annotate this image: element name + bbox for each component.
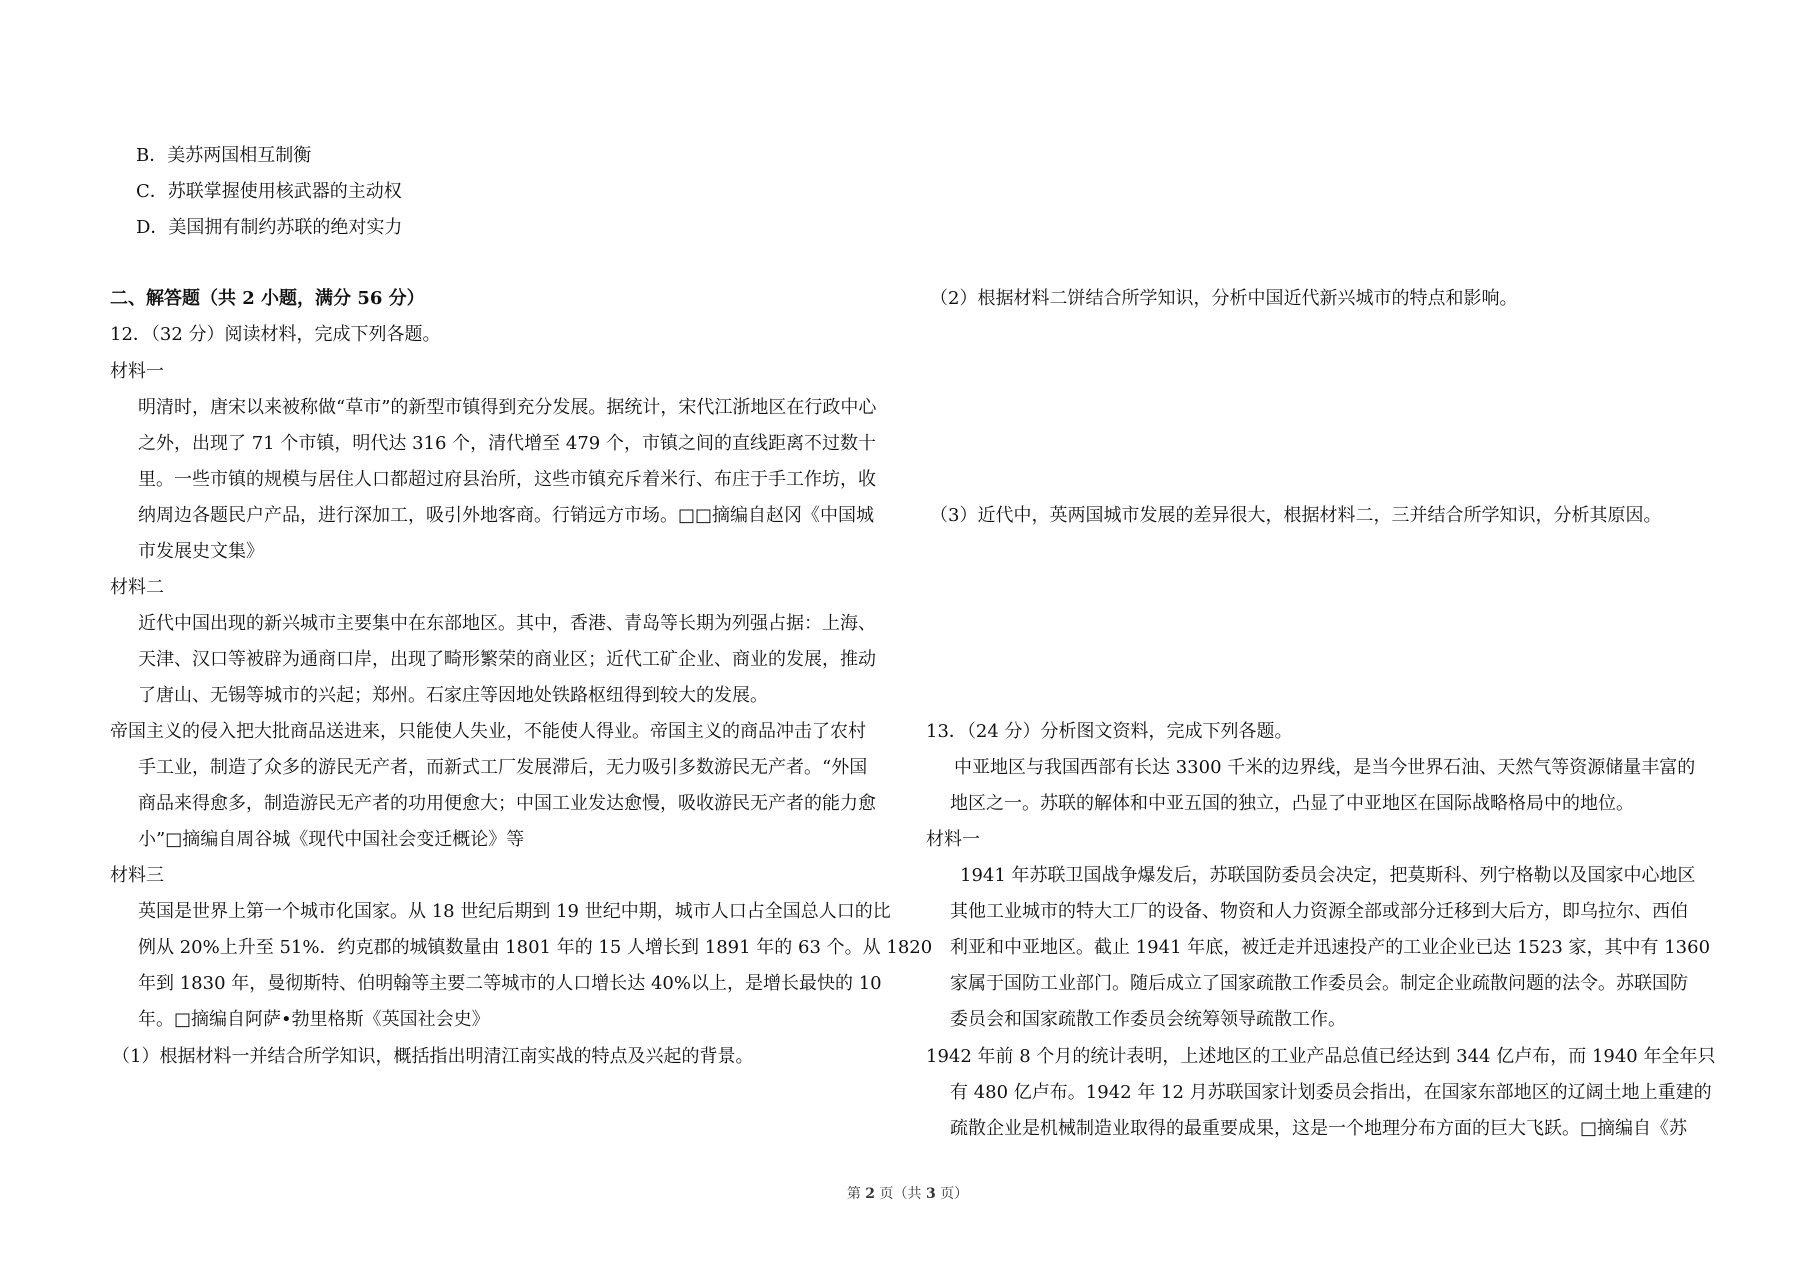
q12-header: 12．（32 分）阅读材料，完成下列各题。	[110, 324, 441, 345]
q12-material-2b-line: 帝国主义的侵入把大批商品送进来，只能使人失业，不能使人得业。帝国主义的商品冲击了农村	[110, 721, 866, 742]
q13-material-1-label: 材料一	[926, 829, 980, 850]
q13-material-1-line: 利亚和中亚地区。截止 1941 年底，被迁走并迅速投产的工业企业已达 1523 家，其中有 1360	[950, 937, 1711, 958]
footer-middle: 页（共	[875, 1186, 926, 1202]
q12-material-3-label: 材料三	[110, 865, 164, 886]
q12-material-3-line: 例从 20%上升至 51%．约克郡的城镇数量由 1801 年的 15 人增长到 1891 年的 63 个。从 1820	[138, 937, 933, 958]
page-footer	[0, 1183, 1815, 1203]
q12-material-2-label: 材料二	[110, 577, 164, 598]
q13-intro-line: 中亚地区与我国西部有长达 3300 千米的边界线，是当今世界石油、天然气等资源储量丰富的	[954, 757, 1696, 778]
q12-material-2-line: 天津、汉口等被辟为通商口岸，出现了畸形繁荣的商业区；近代工矿企业、商业的发展，推动	[138, 649, 876, 670]
q12-material-2-line: 近代中国出现的新兴城市主要集中在东部地区。其中，香港、青岛等长期为列强占据：上海、	[138, 613, 876, 634]
q12-material-3-line: 年到 1830 年，曼彻斯特、伯明翰等主要二等城市的人口增长达 40%以上，是增长最快的 10	[138, 973, 882, 994]
option-d: D．美国拥有制约苏联的绝对实力	[136, 217, 403, 238]
q12-material-1-line: 市发展史文集》	[138, 541, 264, 562]
footer-prefix: 第	[846, 1186, 866, 1202]
footer-total-pages: 3	[925, 1186, 936, 1202]
q12-material-1-line: 纳周边各题民户产品，进行深加工，吸引外地客商。行销远方市场。□□摘编自赵冈《中国城	[138, 505, 875, 526]
q13-header: 13．（24 分）分析图文资料，完成下列各题。	[926, 721, 1293, 742]
q13-material-1-line: 1941 年苏联卫国战争爆发后，苏联国防委员会决定，把莫斯科、列宁格勒以及国家中心地区	[960, 865, 1696, 886]
q13-intro-line: 地区之一。苏联的解体和中亚五国的独立，凸显了中亚地区在国际战略格局中的地位。	[950, 793, 1634, 814]
q12-subquestion-1: （1）根据材料一并结合所学知识，概括指出明清江南实战的特点及兴起的背景。	[112, 1046, 754, 1067]
q13-material-1-line: 家属于国防工业部门。随后成立了国家疏散工作委员会。制定企业疏散问题的法令。苏联国防	[950, 973, 1688, 994]
section-title: 二、解答题（共 2 小题，满分 56 分）	[110, 288, 425, 309]
q13-material-1b-line: 有 480 亿卢布。1942 年 12 月苏联国家计划委员会指出，在国家东部地区的辽阔土地上重建的	[950, 1082, 1712, 1103]
q12-material-2-line: 了唐山、无锡等城市的兴起；郑州。石家庄等因地处铁路枢纽得到较大的发展。	[138, 685, 768, 706]
footer-page-number: 2	[865, 1186, 876, 1202]
q12-material-2b-line: 商品来得愈多，制造游民无产者的功用便愈大；中国工业发达愈慢，吸收游民无产者的能力愈	[138, 793, 876, 814]
q12-subquestion-3: （3）近代中，英两国城市发展的差异很大，根据材料二，三并结合所学知识，分析其原因。	[930, 505, 1662, 526]
q12-material-3-line: 英国是世界上第一个城市化国家。从 18 世纪后期到 19 世纪中期，城市人口占全国总人口的比	[138, 901, 891, 922]
q13-material-1b-line: 疏散企业是机械制造业取得的最重要成果，这是一个地理分布方面的巨大飞跃。□摘编自《苏	[950, 1118, 1688, 1139]
q12-material-1-line: 之外，出现了 71 个市镇，明代达 316 个，清代增至 479 个，市镇之间的直线距离不过数十	[138, 433, 876, 454]
option-c: C．苏联掌握使用核武器的主动权	[136, 181, 402, 202]
q12-material-1-line: 明清时，唐宋以来被称做“草市”的新型市镇得到充分发展。据统计，宋代江浙地区在行政中心	[138, 397, 877, 418]
q12-material-1-label: 材料一	[110, 361, 164, 382]
footer-suffix: 页）	[935, 1186, 969, 1202]
q13-material-1-line: 其他工业城市的特大工厂的设备、物资和人力资源全部或部分迁移到大后方，即乌拉尔、西伯	[950, 901, 1688, 922]
q13-material-1-line: 委员会和国家疏散工作委员会统筹领导疏散工作。	[950, 1009, 1346, 1030]
q13-material-1b-line: 1942 年前 8 个月的统计表明，上述地区的工业产品总值已经达到 344 亿卢布，而 1940 年全年只	[926, 1046, 1716, 1067]
q12-subquestion-2: （2）根据材料二饼结合所学知识，分析中国近代新兴城市的特点和影响。	[930, 288, 1518, 309]
q12-material-2b-line: 小”□摘编自周谷城《现代中国社会变迁概论》等	[138, 829, 525, 850]
q12-material-3-line: 年。□摘编自阿萨•勃里格斯《英国社会史》	[138, 1009, 490, 1030]
option-b: B．美苏两国相互制衡	[136, 145, 312, 166]
q12-material-1-line: 里。一些市镇的规模与居住人口都超过府县治所，这些市镇充斥着米行、布庄于手工作坊，收	[138, 469, 876, 490]
q12-material-2b-line: 手工业，制造了众多的游民无产者，而新式工厂发展滞后，无力吸引多数游民无产者。“外国	[138, 757, 868, 778]
